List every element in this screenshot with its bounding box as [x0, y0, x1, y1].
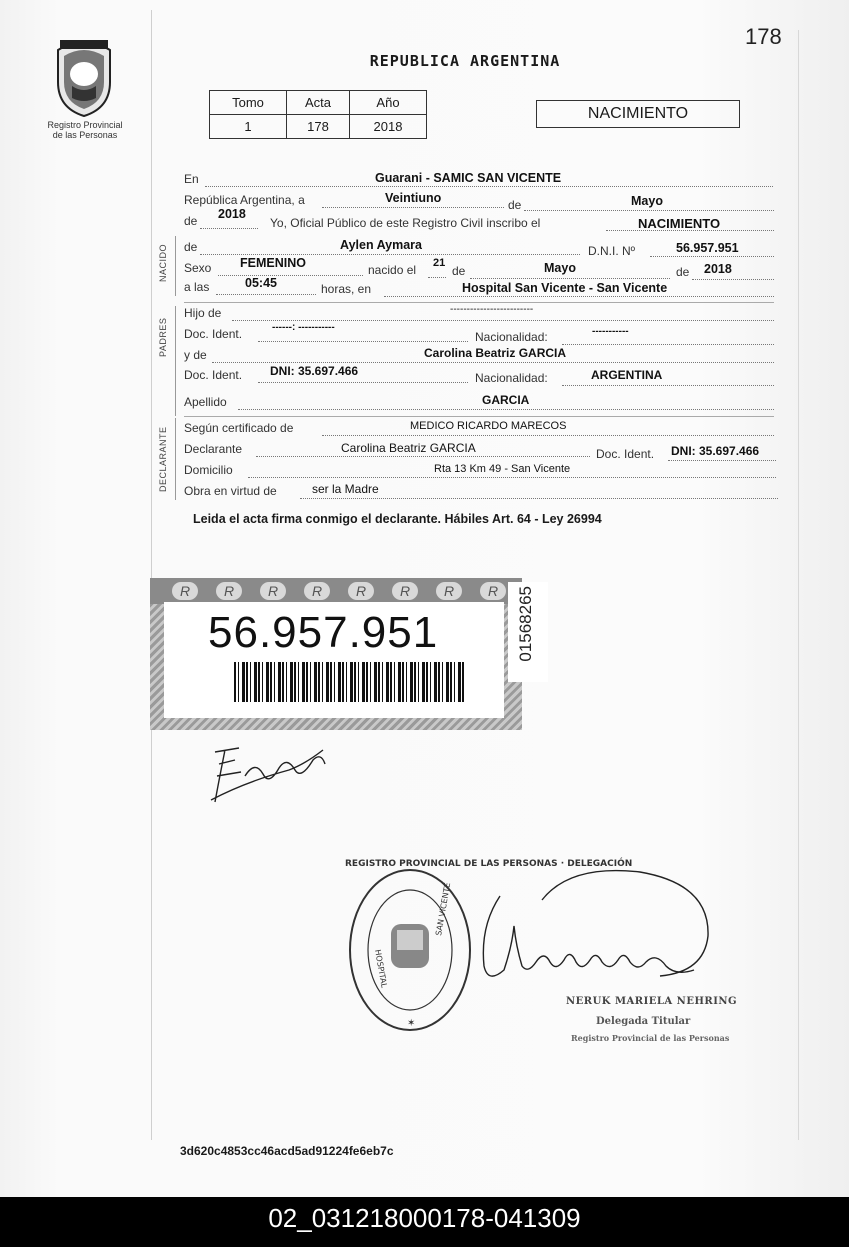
label-hijo-de: Hijo de: [184, 306, 222, 320]
section-divider: [184, 302, 774, 303]
sticker-r-mark: R: [260, 582, 286, 600]
value-doc-madre: DNI: 35.697.466: [270, 364, 359, 378]
label-nacionalidad-2: Nacionalidad:: [475, 371, 548, 385]
registry-label: [30, 120, 140, 140]
label-de-mes: de: [452, 264, 466, 278]
value-nac-madre: ARGENTINA: [591, 368, 663, 382]
seal-inner-left: HOSPITAL: [373, 948, 389, 989]
right-border-line: [798, 30, 799, 1140]
label-doc-ident-3: Doc. Ident.: [596, 447, 655, 461]
province-coat-of-arms-logo: [50, 36, 118, 118]
nacido-bracket: [175, 236, 176, 296]
value-declarante: Carolina Beatriz GARCIA: [341, 441, 476, 455]
sticker-serial-number: 01568265: [516, 586, 535, 662]
dotted-line: [650, 256, 774, 257]
act-type-box: NACIMIENTO: [536, 100, 740, 128]
value-dia-acta: Veintiuno: [385, 191, 442, 205]
value-madre: Carolina Beatriz GARCIA: [424, 346, 567, 360]
label-doc-ident-1: Doc. Ident.: [184, 327, 243, 341]
value-lugar-nac: Hospital San Vicente - San Vicente: [462, 281, 668, 295]
anio-header: Año: [350, 91, 427, 115]
dotted-line: [668, 460, 776, 461]
value-anio-acta: 2018: [218, 207, 246, 221]
value-apellido: GARCIA: [482, 393, 530, 407]
official-role: Delegada Titular: [596, 1016, 691, 1027]
padres-bracket: [175, 306, 176, 416]
dotted-line: [200, 228, 258, 229]
value-domicilio: Rta 13 Km 49 - San Vicente: [434, 463, 571, 475]
declarant-signature: [205, 730, 335, 814]
seal-ring-text: REGISTRO PROVINCIAL DE LAS PERSONAS · DELEGACIÓN: [345, 859, 633, 869]
sticker-r-mark: R: [392, 582, 418, 600]
closing-statement: Leida el acta firma conmigo el declarante. Hábiles Art. 64 - Ley 26994: [193, 512, 602, 526]
label-de-start: de: [184, 214, 198, 228]
value-doc-padre: ------: -----------: [272, 322, 335, 333]
official-signature: [470, 866, 720, 996]
dni-sticker: [150, 578, 522, 730]
dotted-line: [300, 498, 778, 499]
sticker-label: [164, 602, 504, 718]
value-mes-acta: Mayo: [631, 194, 663, 208]
acta-header: Acta: [287, 91, 350, 115]
label-oficial: Yo, Oficial Público de este Registro Civil inscribo el: [270, 216, 541, 230]
label-a-las: a las: [184, 280, 210, 294]
label-obra: Obra en virtud de: [184, 484, 277, 498]
label-de-anio: de: [676, 265, 690, 279]
label-doc-ident-2: Doc. Ident.: [184, 368, 243, 382]
label-de-mid: de: [508, 198, 522, 212]
label-dni: D.N.I. Nº: [588, 244, 636, 258]
dotted-line: [238, 409, 774, 410]
official-office: Registro Provincial de las Personas: [571, 1033, 730, 1043]
dotted-line: [562, 385, 774, 386]
sticker-r-mark: R: [436, 582, 462, 600]
value-anio-nac: 2018: [704, 262, 732, 276]
document-hash: 3d620c4853cc46acd5ad91224fe6eb7c: [180, 1144, 394, 1158]
value-mes-nac: Mayo: [544, 261, 576, 275]
registry-label-line-2: de las Personas: [52, 130, 118, 140]
label-domicilio: Domicilio: [184, 463, 233, 477]
value-hora: 05:45: [245, 276, 277, 290]
label-apellido: Apellido: [184, 395, 227, 409]
value-certificado: MEDICO RICARDO MARECOS: [410, 420, 567, 432]
label-en: En: [184, 172, 199, 186]
sticker-top-strip: [150, 578, 522, 604]
value-padre: -------------------------: [450, 304, 534, 315]
dotted-line: [524, 210, 774, 211]
section-label-declarante: DECLARANTE: [158, 426, 168, 492]
sticker-r-mark: R: [304, 582, 330, 600]
registry-label-line-1: Registro Provincial: [47, 120, 123, 130]
sticker-dni-number: 56.957.951: [208, 608, 439, 657]
anio-value: 2018: [350, 115, 427, 139]
footer-bar: [0, 1197, 849, 1247]
section-divider: [184, 416, 774, 417]
sticker-barcode: [234, 662, 464, 702]
value-doc-declarante: DNI: 35.697.466: [671, 444, 760, 458]
sticker-r-mark: R: [348, 582, 374, 600]
dotted-line: [692, 279, 774, 280]
label-republica: República Argentina, a: [184, 193, 305, 207]
page-number: 178: [745, 24, 782, 49]
tomo-value: 1: [210, 115, 287, 139]
dotted-line: [428, 277, 446, 278]
acta-value: 178: [287, 115, 350, 139]
section-label-padres: PADRES: [158, 317, 168, 357]
tomo-header: Tomo: [210, 91, 287, 115]
tomo-acta-anio-table: [209, 90, 427, 139]
label-horas: horas, en: [321, 282, 372, 296]
dotted-line: [384, 296, 774, 297]
label-de-nombre: de: [184, 240, 198, 254]
value-nombre: Aylen Aymara: [340, 238, 422, 252]
declarante-bracket: [175, 418, 176, 500]
label-declarante: Declarante: [184, 442, 243, 456]
value-lugar: Guarani - SAMIC SAN VICENTE: [375, 171, 562, 185]
dotted-line: [258, 382, 468, 383]
sticker-serial-tab: [508, 582, 548, 682]
dotted-line: [470, 278, 670, 279]
dotted-line: [232, 320, 774, 321]
dotted-line: [200, 254, 580, 255]
dotted-line: [256, 456, 590, 457]
footer-id: 02_031218000178-041309: [268, 1203, 581, 1233]
seal-inner-right: SAN VICENTE: [434, 881, 453, 937]
sticker-r-mark: R: [216, 582, 242, 600]
label-nacionalidad-1: Nacionalidad:: [475, 330, 548, 344]
label-segun: Según certificado de: [184, 421, 294, 435]
svg-text:✶: ✶: [407, 1018, 416, 1029]
dotted-line: [562, 344, 774, 345]
label-y-de: y de: [184, 348, 207, 362]
sticker-r-mark: R: [480, 582, 506, 600]
value-nac-padre: -----------: [592, 326, 629, 337]
value-dni: 56.957.951: [676, 241, 739, 255]
section-label-nacido: NACIDO: [158, 244, 168, 283]
dotted-line: [205, 186, 773, 187]
dotted-line: [322, 435, 774, 436]
value-inscribe: NACIMIENTO: [638, 216, 721, 231]
dotted-line: [216, 294, 316, 295]
official-name: NERUK MARIELA NEHRING: [566, 996, 738, 1007]
sticker-r-mark: R: [172, 582, 198, 600]
value-dia-nac: 21: [433, 257, 446, 269]
label-sexo: Sexo: [184, 261, 212, 275]
dotted-line: [248, 477, 776, 478]
value-sexo: FEMENINO: [240, 256, 306, 270]
official-seal-stamp: [345, 859, 633, 1038]
label-nacido-el: nacido el: [368, 263, 417, 277]
dotted-line: [218, 275, 363, 276]
dotted-line: [212, 362, 774, 363]
value-obra: ser la Madre: [312, 482, 379, 496]
dotted-line: [258, 341, 468, 342]
document-title: REPUBLICA ARGENTINA: [369, 52, 561, 70]
margin-line: [151, 10, 152, 1140]
dotted-line: [322, 207, 504, 208]
